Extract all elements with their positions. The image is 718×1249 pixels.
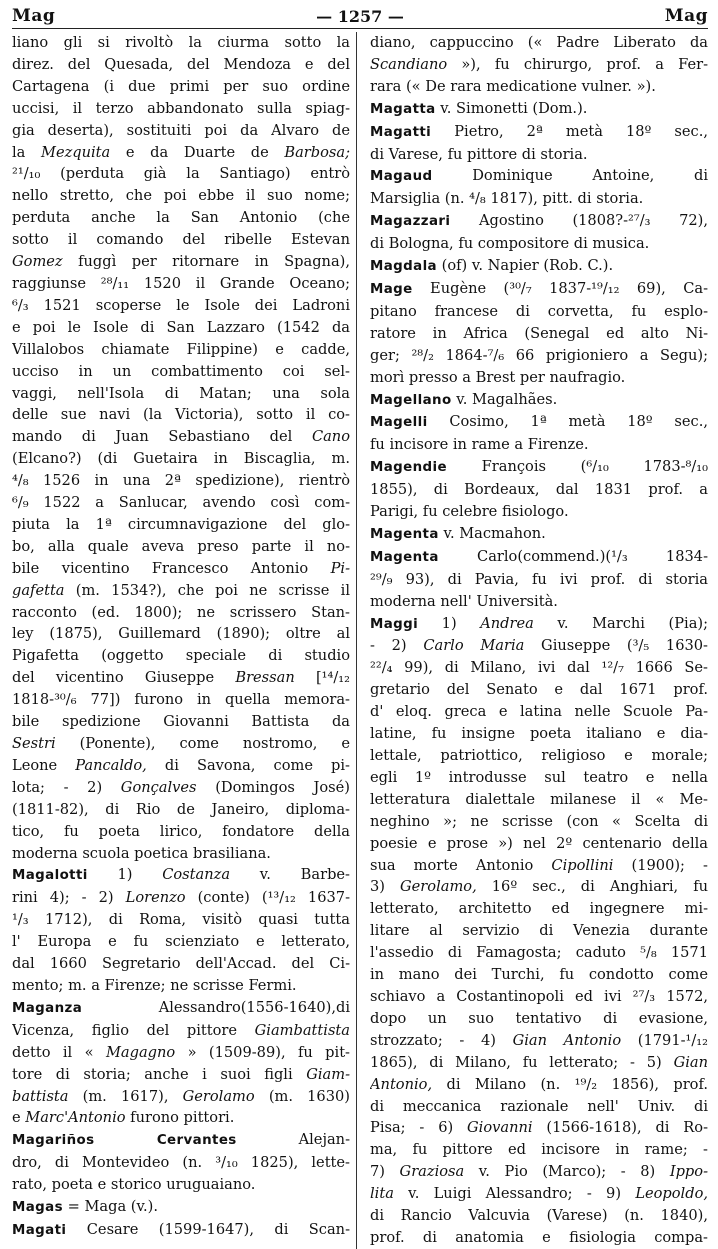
text-line [370, 855, 708, 877]
italic-name: Graziosa [399, 1163, 465, 1181]
italic-name: Antonio, [370, 1075, 433, 1093]
line-text: raggiunse ²⁸/₁₁ 1520 il Grande Oceano; [12, 274, 350, 292]
text-line [12, 229, 350, 251]
text-line [12, 1086, 350, 1108]
text-line [370, 501, 708, 523]
entry-headword: Maganza [12, 1000, 83, 1016]
line-text: »), fu chirurgo, prof. a Fer- [447, 55, 708, 73]
entry-headword: Magas [12, 1200, 63, 1216]
text-line [370, 1161, 708, 1183]
line-text: vaggi, nell'Isola di Matan; una sola [12, 384, 350, 402]
text-line [12, 623, 350, 645]
italic-name: Gomez [12, 253, 63, 271]
entry-headword: Maggi [370, 616, 419, 632]
text-line [12, 777, 350, 799]
line-text: (m. 1630) [254, 1087, 350, 1105]
line-text: 1) [418, 614, 481, 632]
italic-name: Mezquita [41, 143, 111, 161]
line-text: (1791-¹/₁₂ [621, 1031, 708, 1049]
line-text: (m. 1617), [68, 1087, 183, 1105]
line-text: moderna scuola poetica brasiliana. [12, 844, 271, 862]
text-columns [12, 32, 708, 1249]
text-line [12, 317, 350, 339]
entry-headword: Magati [12, 1222, 67, 1238]
line-text: v. Barbe- [230, 866, 350, 884]
text-line [12, 1219, 350, 1242]
text-line [370, 188, 708, 210]
text-line [12, 404, 350, 426]
text-line [12, 645, 350, 667]
line-text: v. Simonetti (Dom.). [435, 99, 588, 117]
line-text: e poi le Isole di San Lazzaro (1542 da [12, 318, 350, 336]
italic-name: Cano [311, 428, 350, 446]
text-line [370, 411, 708, 434]
header-left-word: Mag [12, 6, 56, 26]
text-line [370, 76, 708, 98]
italic-name: Barbosa; [284, 143, 350, 161]
text-line [370, 255, 708, 278]
header-right-word: Mag [664, 6, 708, 26]
entry-headword: Mage [370, 281, 413, 297]
line-text: e [12, 1109, 26, 1127]
line-text: (1900); - [613, 856, 708, 874]
line-text: Alejan- [236, 1131, 350, 1149]
text-line [12, 975, 350, 997]
italic-name: Andrea [480, 614, 534, 632]
line-text: rini 4); - 2) [12, 889, 126, 907]
line-text: egli 1º introdusse sul teatro e nella [370, 768, 708, 786]
line-text: lota; - 2) [12, 778, 121, 796]
line-text: del vicentino Giuseppe [12, 669, 236, 687]
line-text: Pigafetta (oggetto speciale di studio [12, 647, 350, 665]
line-text: la [12, 143, 41, 161]
line-text: mento; m. a Firenze; ne scrisse Fermi. [12, 976, 297, 994]
text-line [12, 1174, 350, 1196]
line-text: schiavo a Costantinopoli ed ivi ²⁷/₃ 1572, [370, 987, 708, 1005]
line-text: v. Magalhães. [451, 390, 558, 408]
text-line [370, 723, 708, 745]
line-text: v. Macmahon. [438, 524, 546, 542]
line-text: bile vicentino Francesco Antonio [12, 559, 331, 577]
line-text: di Milano (n. ¹⁹/₂ 1856), prof. [432, 1075, 708, 1093]
text-line [12, 32, 350, 54]
italic-name: Gian Antonio [512, 1031, 622, 1049]
text-line [370, 701, 708, 723]
line-text: bo, alla quale aveva preso parte il no- [12, 537, 350, 555]
text-line [370, 833, 708, 855]
text-line [370, 233, 708, 255]
line-text: Dominique Antoine, di [432, 167, 708, 185]
italic-name: Giovanni [467, 1119, 533, 1137]
line-text: Giuseppe (³/₅ 1630- [524, 637, 708, 655]
text-line [370, 32, 708, 54]
line-text: v. Marchi (Pia); [533, 614, 708, 632]
text-line [12, 558, 350, 580]
line-text: liano gli si rivoltò la ciurma sotto la [12, 34, 350, 51]
line-text: v. Luigi Alessandro; - 9) [393, 1185, 636, 1203]
text-line [370, 789, 708, 811]
text-line [370, 613, 708, 636]
line-text: lettale, patriottico, religioso e morale; [370, 747, 708, 764]
italic-name: Lorenzo [125, 889, 186, 907]
text-line [12, 909, 350, 931]
line-text: [¹⁴/₁₂ [294, 669, 350, 687]
line-text: ⁶/₃ 1521 scoperse le Isole dei Ladroni [12, 296, 350, 314]
line-text: Marsiglia (n. ⁴/₈ 1817), pitt. di storia. [370, 190, 644, 208]
line-text: (1566-1618), di Ro- [532, 1119, 708, 1137]
line-text: delle sue navi (la Victoria), sotto il co- [12, 406, 350, 424]
line-text: morì presso a Brest per naufragio. [370, 368, 626, 386]
line-text: l'assedio di Famagosta; caduto ⁵/₈ 1571 [370, 944, 708, 962]
entry-headword: Magatta [370, 101, 436, 117]
line-text: uccisi, il terzo abbandonato sulla spiag- [12, 99, 350, 117]
line-text: 7) [370, 1163, 400, 1181]
line-text: letteratura dialettale milanese il « Me- [370, 790, 708, 808]
text-line [12, 711, 350, 733]
line-text: ucciso in un combattimento coi sel- [12, 362, 350, 380]
italic-name: Magagno [105, 1043, 176, 1061]
text-line [12, 602, 350, 624]
line-text: di Rancio Valcuvia (Varese) (n. 1840), [370, 1207, 708, 1225]
text-line [12, 667, 350, 689]
text-line [370, 942, 708, 964]
text-line [12, 864, 350, 887]
line-text: sua morte Antonio [370, 856, 552, 874]
text-line [12, 1020, 350, 1042]
text-line [370, 898, 708, 920]
text-line [12, 1042, 350, 1064]
line-text: 1865), di Milano, fu letterato; - 5) [370, 1053, 674, 1071]
line-text: mando di Juan Sebastiano del [12, 428, 312, 446]
entry-headword: Magatti [370, 124, 432, 140]
text-line [12, 426, 350, 448]
italic-name: Gian [673, 1053, 708, 1071]
line-text: » (1509-89), fu pit- [175, 1043, 350, 1061]
italic-name: Gonçalves [120, 778, 197, 796]
line-text: gia deserta), sostituiti poi da Alvaro de [12, 121, 350, 139]
italic-name: Bressan [235, 669, 295, 687]
line-text: moderna nell' Università. [370, 592, 558, 610]
text-line [12, 361, 350, 383]
line-text: 3) [370, 878, 401, 896]
line-text: prof. di anatomia e fisiologia compa- [370, 1228, 708, 1246]
italic-name: Costanza [162, 866, 231, 884]
text-line [370, 635, 708, 657]
entry-headword: Magenta [370, 549, 439, 565]
line-text: v. Pio (Marco); - 8) [464, 1163, 670, 1181]
line-text: nello stretto, che poi ebbe il suo nome; [12, 187, 350, 205]
line-text: ²⁹/₉ 93), di Pavia, fu ivi prof. di storia [370, 570, 708, 588]
text-line [12, 295, 350, 317]
text-line [370, 1205, 708, 1227]
text-line [370, 165, 708, 188]
line-text: bile spedizione Giovanni Battista da [12, 713, 350, 731]
text-line [370, 745, 708, 767]
line-text: Cartagena (i due primi per suo ordine [12, 77, 350, 95]
line-text: (Elcano?) (di Guetaira in Biscaglia, m. [12, 450, 350, 468]
text-line [12, 76, 350, 98]
text-line [370, 1117, 708, 1139]
line-text: e da Duarte de [110, 143, 285, 161]
entry-headword: Magenta [370, 526, 439, 542]
line-text: dal 1660 Segretario dell'Accad. del Ci- [12, 955, 350, 973]
line-text: dro, di Montevideo (n. ³/₁₀ 1825), lette- [12, 1154, 350, 1172]
entry-headword: Magendie [370, 460, 448, 476]
entry-headword: Magdala [370, 259, 437, 275]
right-column [362, 32, 708, 1249]
line-text: Pietro, 2ª metà 18º sec., [431, 122, 708, 140]
italic-name: Ippo- [669, 1163, 708, 1181]
text-line [12, 1152, 350, 1174]
text-line [370, 278, 708, 301]
line-text: Vicenza, figlio del pittore [12, 1021, 255, 1039]
text-line [12, 339, 350, 361]
line-text: 16º sec., di Anghiari, fu [476, 878, 708, 896]
line-text: Villalobos chiamate Filippine) e cadde, [12, 340, 350, 358]
line-text: - 2) [370, 637, 424, 655]
text-line [12, 492, 350, 514]
text-line [370, 986, 708, 1008]
line-text: racconto (ed. 1800); ne scrissero Stan- [12, 603, 350, 621]
text-line [12, 843, 350, 865]
text-line [12, 689, 350, 711]
line-text: (of) v. Napier (Rob. C.). [437, 257, 614, 275]
text-line [12, 1196, 350, 1219]
line-text: ²²/₄ 99), di Milano, ivi dal ¹²/₇ 1666 Se- [370, 659, 708, 677]
line-text: rara (« De rara medicatione vulner. »). [370, 77, 656, 95]
text-line [370, 434, 708, 456]
entry-headword: Magalotti [12, 868, 88, 884]
text-line [370, 1139, 708, 1161]
italic-name: Pi- [330, 559, 350, 577]
line-text: neghino »; ne scrisse (con « Scelta di [370, 812, 708, 830]
line-text: pitano francese di corvetta, fu esplo- [370, 302, 708, 320]
text-line [12, 98, 350, 120]
line-text: Cesare (1599-1647), di Scan- [66, 1220, 350, 1238]
page-number: — 1257 — [316, 6, 404, 26]
line-text: = Maga (v.). [62, 1198, 158, 1216]
line-text: ger; ²⁸/₂ 1864-⁷/₆ 66 prigioniero a Segu); [370, 346, 708, 364]
text-line [370, 569, 708, 591]
text-line [370, 767, 708, 789]
text-line [370, 479, 708, 501]
text-line [370, 876, 708, 898]
line-text: Agostino (1808?-²⁷/₃ 72), [450, 212, 708, 230]
italic-name: Giam- [306, 1065, 350, 1083]
line-text: Alessandro(1556-1640),di [82, 998, 350, 1016]
line-text: poesie e prose ») nel 2º centenario della [370, 834, 708, 852]
text-line [370, 1008, 708, 1030]
text-line [370, 54, 708, 76]
italic-name: Sestri [12, 735, 56, 752]
text-line [12, 142, 350, 164]
line-text: fu incisore in rame a Firenze. [370, 436, 589, 454]
line-text: strozzato; - 4) [370, 1031, 513, 1049]
line-text: l' Europa e fu scienziato e letterato, [12, 933, 350, 951]
line-text: dopo un suo tentativo di evasione, [370, 1009, 708, 1027]
line-text: (Domingos José) [196, 778, 350, 796]
line-text: gretario del Senato e dal 1671 prof. [370, 681, 708, 699]
text-line [370, 121, 708, 144]
left-column [12, 32, 357, 1249]
text-line [12, 821, 350, 843]
text-line [12, 120, 350, 142]
line-text: (Ponente), come nostromo, e [55, 735, 350, 752]
text-line [12, 755, 350, 777]
text-line [12, 580, 350, 602]
text-line [12, 887, 350, 909]
text-line [370, 210, 708, 233]
text-line [12, 733, 350, 755]
text-line [12, 207, 350, 229]
text-line [370, 301, 708, 323]
line-text: sotto il comando del ribelle Estevan [12, 231, 350, 249]
line-text: furono pittori. [125, 1109, 235, 1127]
entry-headword: Magelli [370, 415, 428, 431]
italic-name: lita [370, 1185, 394, 1203]
text-line [370, 920, 708, 942]
text-line [12, 536, 350, 558]
text-line [370, 523, 708, 546]
text-line [12, 54, 350, 76]
italic-name: Marc'Antonio [25, 1109, 126, 1127]
entry-headword: Magariños Cervantes [12, 1133, 237, 1149]
line-text: François (⁶/₁₀ 1783-⁸/₁₀ [447, 458, 708, 476]
text-line [12, 1064, 350, 1086]
line-text: Leone [12, 756, 76, 774]
line-text: di meccanica razionale nell' Univ. di [370, 1097, 708, 1115]
line-text: Pisa; - 6) [370, 1119, 468, 1137]
text-line [12, 953, 350, 975]
text-line [12, 470, 350, 492]
text-line [12, 163, 350, 185]
line-text: diano, cappuccino (« Padre Liberato da [370, 34, 708, 51]
text-line [370, 98, 708, 121]
text-line [12, 185, 350, 207]
line-text: tico, fu poeta lirico, fondatore della [12, 822, 350, 840]
line-text: latine, fu insigne poeta italiano e dia- [370, 725, 708, 743]
text-line [370, 679, 708, 701]
italic-name: Gerolamo [182, 1087, 255, 1105]
page-header [12, 4, 708, 29]
italic-name: Scandiano [370, 55, 448, 73]
italic-name: Giambattista [254, 1021, 350, 1039]
text-line [370, 546, 708, 569]
text-line [370, 964, 708, 986]
line-text: rato, poeta e storico uruguaiano. [12, 1176, 256, 1194]
text-line [370, 811, 708, 833]
line-text: piuta la 1ª circumnavigazione del glo- [12, 515, 350, 533]
line-text: Cosimo, 1ª metà 18º sec., [427, 413, 708, 431]
line-text: tore di storia; anche i suoi figli [12, 1065, 307, 1083]
line-text: Parigi, fu celebre fisiologo. [370, 503, 569, 521]
text-line [370, 367, 708, 389]
italic-name: Pancaldo, [75, 756, 147, 774]
line-text: Eugène (³⁰/₇ 1837-¹⁹/₁₂ 69), Ca- [412, 279, 708, 297]
text-line [370, 1074, 708, 1096]
text-line [12, 799, 350, 821]
text-line [370, 1183, 708, 1205]
line-text: ¹/₃ 1712), di Roma, visitò quasi tutta [12, 911, 350, 929]
line-text: ⁶/₉ 1522 a Sanlucar, avendo così com- [12, 494, 350, 512]
line-text: ley (1875), Guillemard (1890); oltre al [12, 625, 350, 643]
line-text: (m. 1534?), che poi ne scrisse il [64, 581, 350, 599]
line-text: d' eloq. greca e latina nelle Scuole Pa- [370, 703, 708, 721]
line-text: di Bologna, fu compositore di musica. [370, 235, 650, 253]
text-line [370, 591, 708, 613]
text-line [370, 657, 708, 679]
line-text: perduta anche la San Antonio (che [12, 209, 350, 227]
italic-name: Gerolamo, [400, 878, 477, 896]
text-line [370, 456, 708, 479]
italic-name: Carlo Maria [423, 637, 525, 655]
line-text: fuggì per ritornare in Spagna), [62, 253, 350, 271]
italic-name: battista [12, 1087, 69, 1105]
text-line [12, 997, 350, 1020]
line-text: in mano dei Turchi, fu condotto come [370, 966, 708, 984]
entry-headword: Magellano [370, 392, 452, 408]
line-text: letterato, architetto ed ingegnere mi- [370, 900, 708, 918]
line-text: litare al servizio di Venezia durante [370, 922, 708, 940]
text-line [12, 251, 350, 273]
text-line [370, 345, 708, 367]
line-text: di Varese, fu pittore di storia. [370, 145, 588, 163]
line-text: di Savona, come pi- [146, 756, 350, 774]
line-text: ⁴/₈ 1526 in una 2ª spedizione), rientrò [12, 472, 350, 490]
line-text: ma, fu pittore ed incisore in rame; - [370, 1141, 708, 1159]
text-line [12, 273, 350, 295]
line-text: ²¹/₁₀ (perduta già la Santiago) entrò [12, 165, 350, 183]
text-line [12, 383, 350, 405]
text-line [12, 514, 350, 536]
line-text: ratore in Africa (Senegal ed alto Ni- [370, 324, 708, 342]
line-text: 1) [87, 866, 163, 884]
text-line [370, 144, 708, 166]
italic-name: Leopoldo, [635, 1185, 708, 1203]
line-text: (conte) (¹³/₁₂ 1637- [185, 889, 350, 907]
italic-name: Cipollini [551, 856, 614, 874]
line-text: detto il « [12, 1043, 106, 1061]
entry-headword: Magaud [370, 169, 433, 185]
line-text: (1811-82), di Rio de Janeiro, diploma- [12, 800, 350, 818]
text-line [370, 389, 708, 412]
line-text: 1818-³⁰/₆ 77]) furono in quella memora- [12, 691, 350, 709]
text-line [370, 1096, 708, 1118]
entry-headword: Magazzari [370, 214, 451, 230]
text-line [370, 1052, 708, 1074]
text-line [12, 931, 350, 953]
line-text: 1855), di Bordeaux, dal 1831 prof. a [370, 481, 708, 499]
line-text: direz. del Quesada, del Mendoza e del [12, 55, 350, 73]
text-line [12, 448, 350, 470]
italic-name: gafetta [12, 581, 65, 599]
text-line [370, 1227, 708, 1249]
text-line [370, 323, 708, 345]
line-text: Carlo(commend.)(¹/₃ 1834- [438, 547, 708, 565]
text-line [12, 1107, 350, 1129]
text-line [370, 1030, 708, 1052]
